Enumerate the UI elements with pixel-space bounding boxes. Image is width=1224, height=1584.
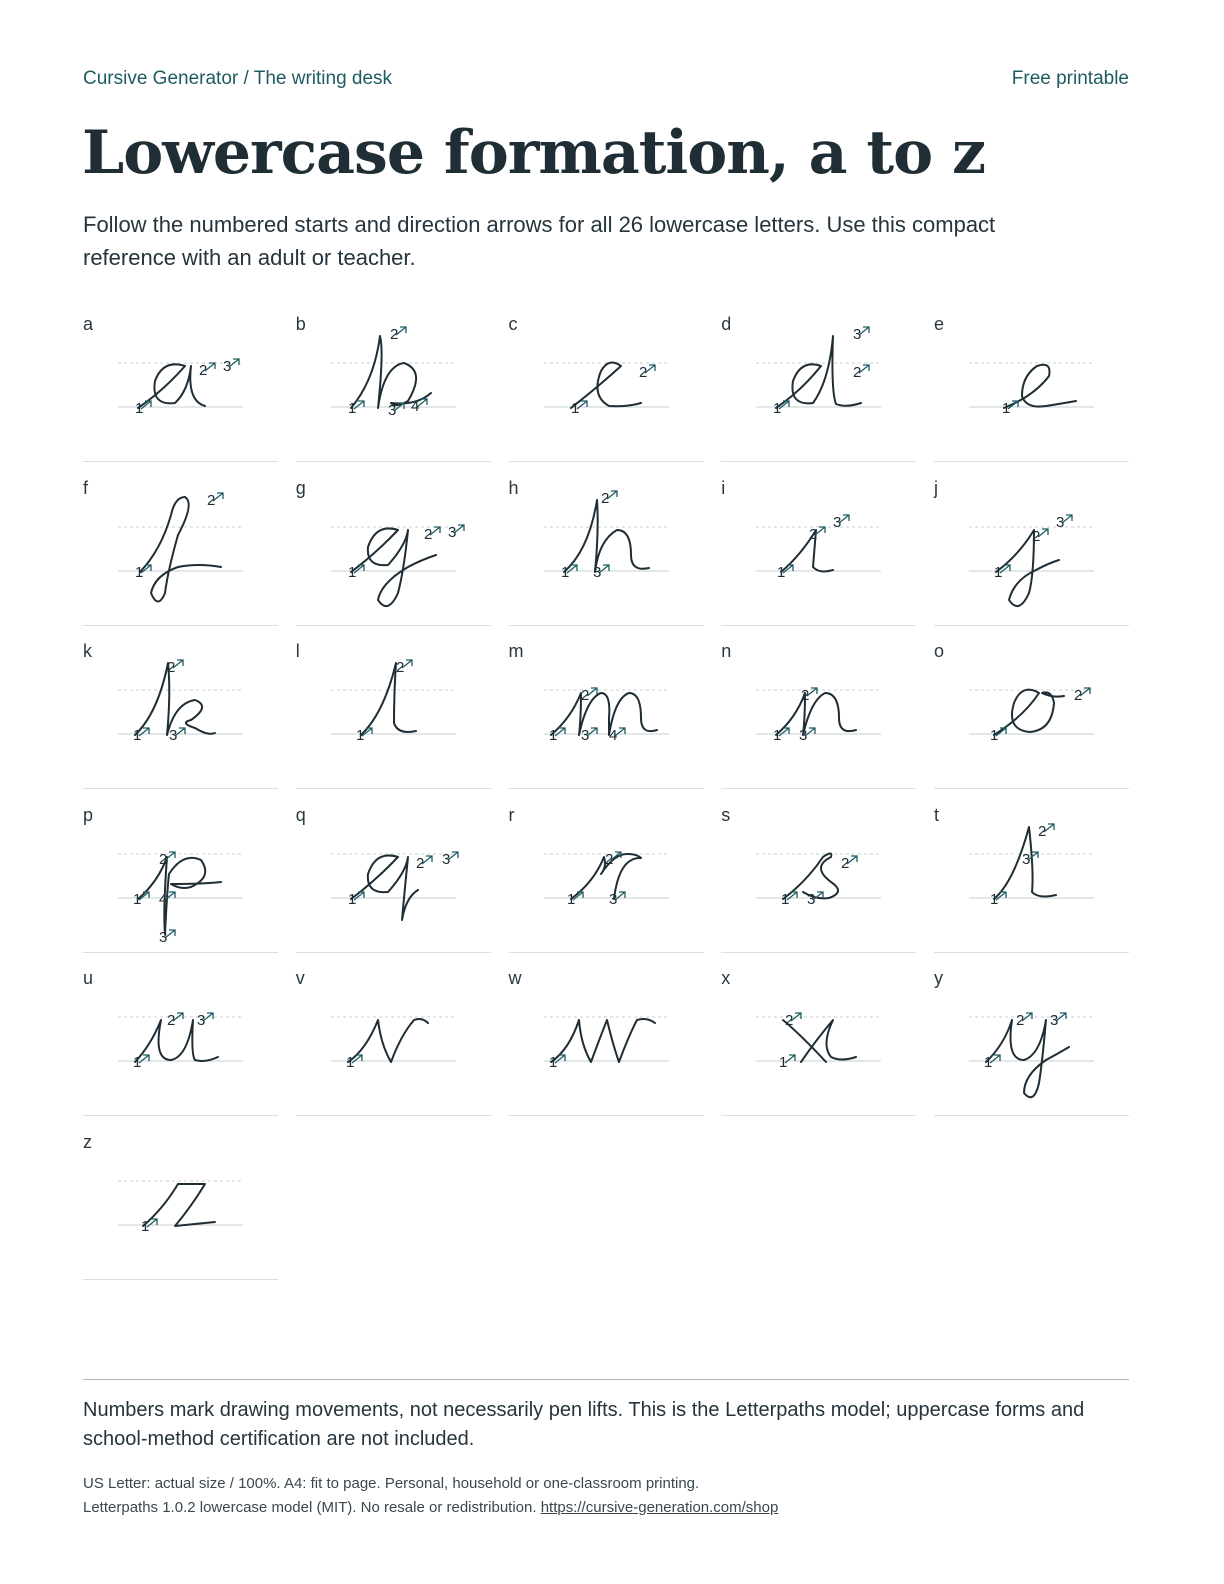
stroke-number: 2 <box>841 854 850 872</box>
letter-card-u <box>83 965 278 1116</box>
letter-label: b <box>295 314 306 334</box>
stroke-number: 1 <box>141 1217 150 1235</box>
letter-grid <box>83 311 1129 1280</box>
letter-formation-diagram <box>296 802 491 953</box>
stroke-number: 2 <box>853 364 862 381</box>
letter-card-g <box>296 475 491 626</box>
stroke-number: 2 <box>801 687 810 705</box>
letter-label: z <box>83 1131 92 1152</box>
letter-card-e <box>934 311 1129 462</box>
letter-formation-diagram <box>934 965 1129 1116</box>
stroke-number: 1 <box>781 890 790 908</box>
letter-label: x <box>721 968 731 989</box>
letter-formation-diagram <box>509 965 704 1116</box>
stroke-number: 3 <box>223 358 232 375</box>
letter-card-c <box>509 311 704 462</box>
cursive-glyph-y <box>986 1020 1069 1097</box>
letter-label: i <box>721 477 726 498</box>
letter-label: n <box>721 641 732 662</box>
letter-formation-diagram <box>721 638 916 789</box>
letter-label: y <box>934 968 943 989</box>
stroke-number: 2 <box>1032 527 1041 545</box>
stroke-number: 4 <box>159 890 168 908</box>
letter-card-r <box>509 802 704 953</box>
letter-formation-diagram <box>509 638 704 789</box>
cursive-glyph-f <box>140 497 221 602</box>
stroke-number: 1 <box>777 563 786 581</box>
cursive-glyph-q <box>351 855 418 920</box>
letter-label: d <box>721 314 732 334</box>
letter-label: t <box>934 804 940 825</box>
cursive-glyph-h <box>564 500 649 572</box>
cursive-glyph-i <box>781 530 833 572</box>
letter-formation-diagram <box>721 311 916 462</box>
cursive-glyph-d <box>776 336 861 408</box>
letter-formation-diagram <box>934 802 1129 953</box>
stroke-number: 1 <box>133 890 142 908</box>
cursive-glyph-l <box>361 663 416 735</box>
stroke-number: 2 <box>638 364 647 381</box>
letter-formation-diagram <box>83 311 278 462</box>
letter-card-a <box>83 311 278 462</box>
letter-formation-diagram <box>83 1129 278 1280</box>
letter-card-h <box>509 475 704 626</box>
letter-card-n <box>721 638 916 789</box>
letter-label: e <box>934 314 945 334</box>
stroke-number: 2 <box>604 850 613 868</box>
header-bar <box>83 66 1129 92</box>
intro-text: Follow the numbered starts and direction arrows for all 26 lowercase letters. Use this compact reference with an adult or teacher. <box>83 212 996 270</box>
letter-card-l <box>296 638 491 789</box>
stroke-number: 3 <box>592 563 601 581</box>
free-printable-badge: Free printable <box>1011 68 1129 89</box>
letter-label: l <box>295 641 300 662</box>
letter-formation-diagram <box>934 311 1129 462</box>
letter-card-q <box>296 802 491 953</box>
letter-label: m <box>508 641 524 662</box>
letter-formation-diagram <box>509 802 704 953</box>
letter-formation-diagram <box>296 965 491 1116</box>
stroke-number: 2 <box>199 362 208 379</box>
stroke-number: 2 <box>600 489 609 507</box>
letter-card-m <box>509 638 704 789</box>
stroke-number: 3 <box>169 727 178 745</box>
stroke-number: 1 <box>773 400 782 417</box>
stroke-number: 2 <box>1016 1012 1025 1030</box>
letter-label: w <box>508 968 522 989</box>
stroke-number: 1 <box>347 563 357 581</box>
stroke-number: 1 <box>984 1054 993 1072</box>
footer-divider <box>83 1379 1129 1380</box>
letter-formation-diagram <box>83 802 278 953</box>
letter-formation-diagram <box>721 475 916 626</box>
stroke-number: 1 <box>566 890 575 908</box>
breadcrumb[interactable]: Cursive Generator / The writing desk <box>83 68 393 89</box>
stroke-number: 2 <box>1074 687 1083 705</box>
stroke-number: 3 <box>1022 850 1031 868</box>
stroke-number: 2 <box>809 525 818 543</box>
stroke-number: 3 <box>833 513 842 531</box>
stroke-number: 1 <box>133 727 142 745</box>
stroke-number: 3 <box>608 890 617 908</box>
stroke-number: 3 <box>853 326 862 343</box>
stroke-number: 2 <box>580 687 589 705</box>
footer-note: Numbers mark drawing movements, not necessarily pen lifts. This is the Letterpaths model; uppercase forms and school-method certification are not included. <box>83 1399 1085 1450</box>
stroke-number: 2 <box>423 525 433 543</box>
letter-card-d <box>721 311 916 462</box>
stroke-number: 1 <box>570 400 579 417</box>
stroke-number: 1 <box>135 400 144 417</box>
stroke-number: 3 <box>580 727 589 745</box>
letter-card-p <box>83 802 278 953</box>
stroke-number: 4 <box>410 398 420 415</box>
letter-label: o <box>934 641 945 662</box>
letter-label: r <box>508 804 515 825</box>
letter-card-t <box>934 802 1129 953</box>
letter-card-w <box>509 965 704 1116</box>
letter-formation-diagram <box>509 311 704 462</box>
stroke-number: 1 <box>347 890 357 908</box>
license-text: Letterpaths 1.0.2 lowercase model (MIT). No resale or redistribution. <box>83 1499 537 1516</box>
letter-formation-diagram <box>296 475 491 626</box>
letter-card-s <box>721 802 916 953</box>
letter-label: a <box>83 314 94 334</box>
letter-formation-diagram <box>509 475 704 626</box>
cursive-glyph-p <box>138 857 221 934</box>
stroke-number: 1 <box>355 727 365 745</box>
letter-label: s <box>721 804 731 825</box>
letter-formation-diagram <box>721 802 916 953</box>
stroke-number: 3 <box>807 890 816 908</box>
letter-card-y <box>934 965 1129 1116</box>
letter-label: h <box>508 477 519 498</box>
stroke-number: 3 <box>159 928 168 946</box>
stroke-number: 2 <box>167 1012 176 1030</box>
letter-card-k <box>83 638 278 789</box>
stroke-number: 3 <box>1056 513 1065 531</box>
letter-card-b <box>296 311 491 462</box>
letter-card-o <box>934 638 1129 789</box>
letter-label: j <box>934 477 938 498</box>
stroke-number: 1 <box>548 727 557 745</box>
stroke-number: 1 <box>345 1054 355 1072</box>
letter-formation-diagram <box>83 965 278 1116</box>
letter-card-f <box>83 475 278 626</box>
stroke-number: 3 <box>447 523 457 541</box>
page-title: Lowercase formation, a to z <box>82 118 986 188</box>
stroke-number: 3 <box>197 1012 206 1030</box>
stroke-number: 2 <box>415 854 425 872</box>
stroke-number: 3 <box>799 727 808 745</box>
stroke-number: 1 <box>773 727 782 745</box>
stroke-number: 1 <box>994 563 1003 581</box>
letter-formation-diagram <box>83 475 278 626</box>
letter-label: p <box>83 804 94 825</box>
letter-card-z <box>83 1129 278 1280</box>
stroke-number: 1 <box>133 1054 142 1072</box>
stroke-number: 1 <box>990 727 999 745</box>
letter-card-x <box>721 965 916 1116</box>
letter-formation-diagram <box>721 965 916 1116</box>
letter-formation-diagram <box>934 638 1129 789</box>
license-line <box>83 1496 1128 1520</box>
stroke-number: 1 <box>548 1054 557 1072</box>
stroke-number: 1 <box>990 890 999 908</box>
cursive-glyph-z <box>143 1184 215 1226</box>
stroke-number: 2 <box>785 1012 794 1030</box>
stroke-number: 2 <box>167 659 176 677</box>
letter-label: c <box>508 314 518 334</box>
letter-formation-diagram <box>934 475 1129 626</box>
letter-label: k <box>83 641 92 662</box>
stroke-number: 2 <box>395 659 405 677</box>
letter-label: u <box>83 968 94 989</box>
letter-card-j <box>934 475 1129 626</box>
letter-card-i <box>721 475 916 626</box>
letter-formation-diagram <box>296 311 491 462</box>
letter-label: g <box>295 477 306 498</box>
stroke-number: 3 <box>441 850 451 868</box>
stroke-number: 3 <box>387 402 397 419</box>
letter-label: f <box>83 477 89 498</box>
stroke-number: 1 <box>347 400 357 417</box>
shop-link[interactable]: https://cursive-generation.com/shop <box>540 1499 779 1516</box>
stroke-number: 2 <box>1038 822 1047 840</box>
letter-label: v <box>295 968 305 989</box>
letter-card-v <box>296 965 491 1116</box>
stroke-number: 2 <box>159 850 168 868</box>
cursive-glyph-w <box>551 1019 655 1062</box>
stroke-number: 3 <box>1050 1012 1059 1030</box>
stroke-number: 1 <box>1002 400 1011 417</box>
footer-fine-print <box>83 1472 1128 1520</box>
stroke-number: 1 <box>135 563 144 581</box>
letter-formation-diagram <box>296 638 491 789</box>
stroke-number: 2 <box>389 326 399 343</box>
letter-label: q <box>295 804 306 825</box>
stroke-number: 1 <box>779 1054 788 1072</box>
stroke-number: 2 <box>207 491 216 509</box>
stroke-number: 4 <box>608 727 617 745</box>
stroke-number: 1 <box>560 563 569 581</box>
cursive-glyph-m <box>551 693 657 735</box>
letter-formation-diagram <box>83 638 278 789</box>
print-instructions: US Letter: actual size / 100%. A4: fit to page. Personal, household or one-classroom printing. <box>83 1475 700 1492</box>
